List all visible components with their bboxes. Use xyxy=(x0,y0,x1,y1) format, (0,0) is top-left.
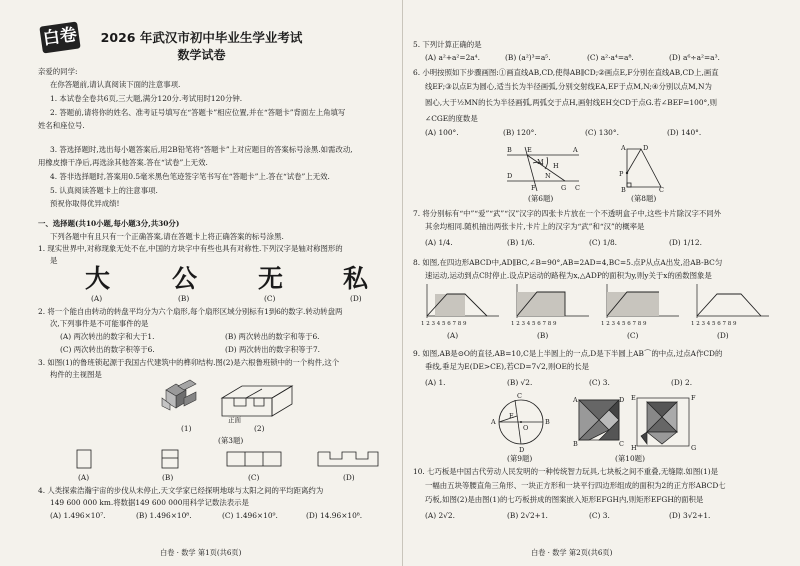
figure-10 xyxy=(575,396,695,450)
fig6-label: N xyxy=(545,172,551,180)
fig10-label: C xyxy=(619,440,624,448)
q8-text: 8. 如图,在四边形ABCD中,AD∥BC,∠B=90°,AB=2AD=4,BC=5.点P从点A出发,沿AB-BC匀 xyxy=(413,258,723,267)
q8-graph-a xyxy=(427,284,499,318)
q3-label-c: (C) xyxy=(248,473,260,482)
q3-label-b: (B) xyxy=(162,473,174,482)
exam-subtitle: 数学试卷 xyxy=(177,48,226,62)
fig8-label: C xyxy=(659,186,664,194)
q3-fig1-label: (1) xyxy=(181,424,192,433)
luban-lock-figure xyxy=(160,378,200,414)
footer-left: 白卷 · 数学 第1页(共6页) xyxy=(160,548,242,557)
q8-label-d: (D) xyxy=(717,331,729,340)
fig9-label: B xyxy=(545,418,550,426)
fig9-label: O xyxy=(523,424,529,432)
section1-heading: 一、选择题(共10小题,每小题3分,共30分) xyxy=(38,219,180,228)
q5-text: 5. 下列计算正确的是 xyxy=(413,40,482,49)
fig8-label: P xyxy=(619,170,624,178)
q1-text: 是 xyxy=(50,256,58,265)
q1-text: 1. 现实世界中,对称现象无处不在,中国的方块字中有些也具有对称性.下列汉字是轴对称图形的 xyxy=(38,244,343,253)
q6-option-a: (A) 100°. xyxy=(425,128,459,137)
q7-text: 7. 将分别标有“中”“爱”“武”“汉”汉字的四张卡片放在一个不透明盒子中,这些卡片除汉字不同外 xyxy=(413,209,722,218)
q4-option-a: (A) 1.496×10⁷. xyxy=(50,511,106,520)
fig8-label: D xyxy=(643,144,649,152)
q8-label-c: (C) xyxy=(627,331,639,340)
fig10-label: F xyxy=(691,394,696,402)
q2-option-d: (D) 两次转出的数字积等于7. xyxy=(225,345,321,354)
fig9-label: A xyxy=(491,418,496,426)
notice-item: 用橡皮擦干净后,再选涂其他答案.答在“试卷”上无效. xyxy=(38,158,208,167)
q6-text: 6. 小明按照如下步骤画图:①画直线AB,CD,使得AB∥CD;②画点E,F分别在直线AB,CD上,画直 xyxy=(413,68,719,77)
fig10-label: A xyxy=(573,396,578,404)
q5-option-d: (D) a⁶÷a²=a³. xyxy=(669,53,720,62)
q6-text: 线EF;③以点E为圆心,适当长为半径画弧,分别交射线EA,EF于点M,N;④分别以点M,N为 xyxy=(425,82,712,91)
q3-front-label: 正面 xyxy=(228,416,241,424)
q5-option-a: (A) a²+a²=2a⁴. xyxy=(425,53,480,62)
q6-option-d: (D) 140°. xyxy=(667,128,702,137)
fig6-caption: (第6题) xyxy=(528,194,554,203)
q4-text: 4. 人类探索浩瀚宇宙的步伐从未停止,天文学家已经探明地球与太阳之间的平均距离约为 xyxy=(38,486,324,495)
q6-option-c: (C) 130°. xyxy=(585,128,619,137)
notice-item: 3. 答选择题时,选出每小题答案后,用2B铅笔将“答题卡”上对应题目的答案标号涂黑.如需改动, xyxy=(50,145,353,154)
q3-text: 构件的主视图是 xyxy=(50,370,102,379)
notice-item: 4. 答非选择题时,答案用0.5毫米黑色笔迹签字笔书写在“答题卡”上.答在“试卷”上无效. xyxy=(50,172,330,181)
q10-text: 10. 七巧板是中国古代劳动人民发明的一种传统智力玩具,七块板之间不重叠,无缝隙.如图(1)是 xyxy=(413,467,719,476)
notice-greeting: 亲爱的同学: xyxy=(38,67,78,76)
q10-option-c: (C) 3. xyxy=(589,511,610,520)
q3-fig-caption: (第3题) xyxy=(218,436,244,445)
q3-option-d-shape xyxy=(316,448,386,470)
q9-option-d: (D) 2. xyxy=(671,378,693,387)
notice-item: 1. 本试卷全卷共6页,三大题,满分120分.考试用时120分钟. xyxy=(50,94,243,103)
q8-label-b: (B) xyxy=(537,331,549,340)
q2-option-a: (A) 两次转出的数字和大于1. xyxy=(60,332,155,341)
fig10-label: E xyxy=(631,394,636,402)
q3-label-a: (A) xyxy=(78,473,90,482)
q1-label-a: (A) xyxy=(91,294,103,303)
q10-option-a: (A) 2√2. xyxy=(425,511,455,520)
q6-option-b: (B) 120°. xyxy=(503,128,537,137)
q8-ticks-a: 1 2 3 4 5 6 7 8 9 xyxy=(421,321,467,327)
notice-intro: 在你答题前,请认真阅读下面的注意事项. xyxy=(50,80,181,89)
fig6-label: A xyxy=(573,146,578,154)
q3-option-b-shape xyxy=(160,448,182,470)
q4-option-b: (B) 1.496×10⁸. xyxy=(136,511,192,520)
fig9-label: E xyxy=(509,412,514,420)
fig6-label: C xyxy=(575,184,580,192)
q8-text: 速运动,运动到点C时停止.设点P运动的路程为x,△ADP的面积为y,则y关于x的函数图象是 xyxy=(425,271,712,280)
fig6-label: E xyxy=(527,146,532,154)
q1-char-b: 公 xyxy=(172,264,198,293)
fig9-label: D xyxy=(519,446,525,454)
notice-item: 2. 答题前,请将你的姓名、准考证号填写在“答题卡”相应位置,并在“答题卡”背面左上角填写 xyxy=(50,108,346,117)
fig10-label: H xyxy=(631,444,637,452)
footer-right: 白卷 · 数学 第2页(共6页) xyxy=(531,548,613,557)
fig6-label: G xyxy=(561,184,567,192)
q3-fig2-label: (2) xyxy=(254,424,265,433)
notice-item: 预祝你取得优异成绩! xyxy=(50,199,120,208)
q1-char-d: 私 xyxy=(343,264,369,293)
q8-ticks-b: 1 2 3 4 5 6 7 8 9 xyxy=(511,321,557,327)
fig10-label: G xyxy=(691,444,697,452)
q10-text: 一幅由五块等腰直角三角形、一块正方形和一块平行四边形组成的面积为2的正方形ABCD七 xyxy=(425,481,726,490)
q1-label-c: (C) xyxy=(264,294,276,303)
q7-option-c: (C) 1/8. xyxy=(589,238,618,247)
fig8-caption: (第8题) xyxy=(631,194,657,203)
q9-option-c: (C) 3. xyxy=(589,378,610,387)
q2-text: 2. 将一个能自由转动的转盘平均分为六个扇形,每个扇形区域分别标有1到6的数字.转动转盘两 xyxy=(38,307,343,316)
q10-option-b: (B) 2√2+1. xyxy=(507,511,548,520)
fig9-label: C xyxy=(517,392,522,400)
q7-text: 其余均相同.随机抽出两张卡片,卡片上的汉字为“武”和“汉”的概率是 xyxy=(425,222,645,231)
q9-option-a: (A) 1. xyxy=(425,378,446,387)
q3-text: 3. 如图(1)的鲁班锁起源于我国古代建筑中的榫卯结构.图(2)是六根鲁班锁中的一个构件,这个 xyxy=(38,358,340,367)
q5-option-c: (C) a²·a⁴=a⁸. xyxy=(587,53,634,62)
q5-option-b: (B) (a²)³=a⁵. xyxy=(505,53,551,62)
lock-component-figure xyxy=(218,382,298,420)
q8-graph-b xyxy=(517,284,589,318)
notice-item: 姓名和座位号. xyxy=(38,121,85,130)
q7-option-b: (B) 1/6. xyxy=(507,238,535,247)
fig6-label: B xyxy=(507,146,512,154)
fig6-label: M xyxy=(537,158,544,166)
q4-option-d: (D) 14.96×10⁸. xyxy=(306,511,363,520)
fig10-label: B xyxy=(573,440,578,448)
q10-option-d: (D) 3√2+1. xyxy=(669,511,711,520)
q6-text: ∠CGE的度数是 xyxy=(425,114,478,123)
q8-graph-d xyxy=(697,284,769,318)
fig9-caption: (第9题) xyxy=(507,454,533,463)
q9-option-b: (B) √2. xyxy=(507,378,533,387)
q8-ticks-c: 1 2 3 4 5 6 7 8 9 xyxy=(601,321,647,327)
fig8-label: A xyxy=(621,144,626,152)
q8-ticks-d: 1 2 3 4 5 6 7 8 9 xyxy=(691,321,737,327)
q1-label-b: (B) xyxy=(178,294,190,303)
figure-9 xyxy=(495,392,551,452)
fig6-label: F xyxy=(531,184,536,192)
fig6-label: D xyxy=(507,172,513,180)
q6-text: 圆心,大于½MN的长为半径画弧,两弧交于点H,画射线EH交CD于点G.若∠BEF=100°,则 xyxy=(425,98,717,107)
fig10-label: D xyxy=(619,396,625,404)
q1-char-c: 无 xyxy=(258,264,284,293)
q2-option-b: (B) 两次转出的数字和等于6. xyxy=(225,332,320,341)
q8-graph-c xyxy=(607,284,679,318)
q9-text: 9. 如图,AB是⊙O的直径,AB=10,C是上半圆上的一点,D是下半圆上AB⌒的中点,过点A作CD的 xyxy=(413,349,723,358)
fig6-label: H xyxy=(553,162,559,170)
paper-badge: 白卷 xyxy=(39,21,80,53)
figure-6 xyxy=(503,143,583,195)
section1-instruction: 下列各题中有且只有一个正确答案,请在答题卡上将正确答案的标号涂黑. xyxy=(50,232,284,241)
q2-option-c: (C) 两次转出的数字积等于6. xyxy=(60,345,155,354)
q7-option-a: (A) 1/4. xyxy=(425,238,453,247)
fig10-caption: (第10题) xyxy=(615,454,645,463)
q1-char-a: 大 xyxy=(85,264,111,293)
q3-option-a-shape xyxy=(75,448,97,470)
q3-option-c-shape xyxy=(225,448,285,470)
q1-label-d: (D) xyxy=(350,294,362,303)
q3-label-d: (D) xyxy=(343,473,355,482)
page-right xyxy=(403,0,800,566)
q9-text: 垂线,垂足为E(DE>CE),若CD=7√2,则OE的长是 xyxy=(425,362,590,371)
notice-item: 5. 认真阅读答题卡上的注意事项. xyxy=(50,186,158,195)
q4-text: 149 600 000 km.将数据149 600 000用科学记数法表示是 xyxy=(50,498,249,507)
q10-text: 巧板,如图(2)是由图(1)的七巧板拼成的图案嵌入矩形EFGH内,则矩形EFGH的面积是 xyxy=(425,495,704,504)
q4-option-c: (C) 1.496×10⁹. xyxy=(222,511,278,520)
q7-option-d: (D) 1/12. xyxy=(669,238,702,247)
exam-title: 2026 年武汉市初中毕业生学业考试 xyxy=(100,30,303,45)
fig8-label: B xyxy=(621,186,626,194)
q2-text: 次,下列事件是不可能事件的是 xyxy=(50,319,149,328)
q8-label-a: (A) xyxy=(447,331,459,340)
